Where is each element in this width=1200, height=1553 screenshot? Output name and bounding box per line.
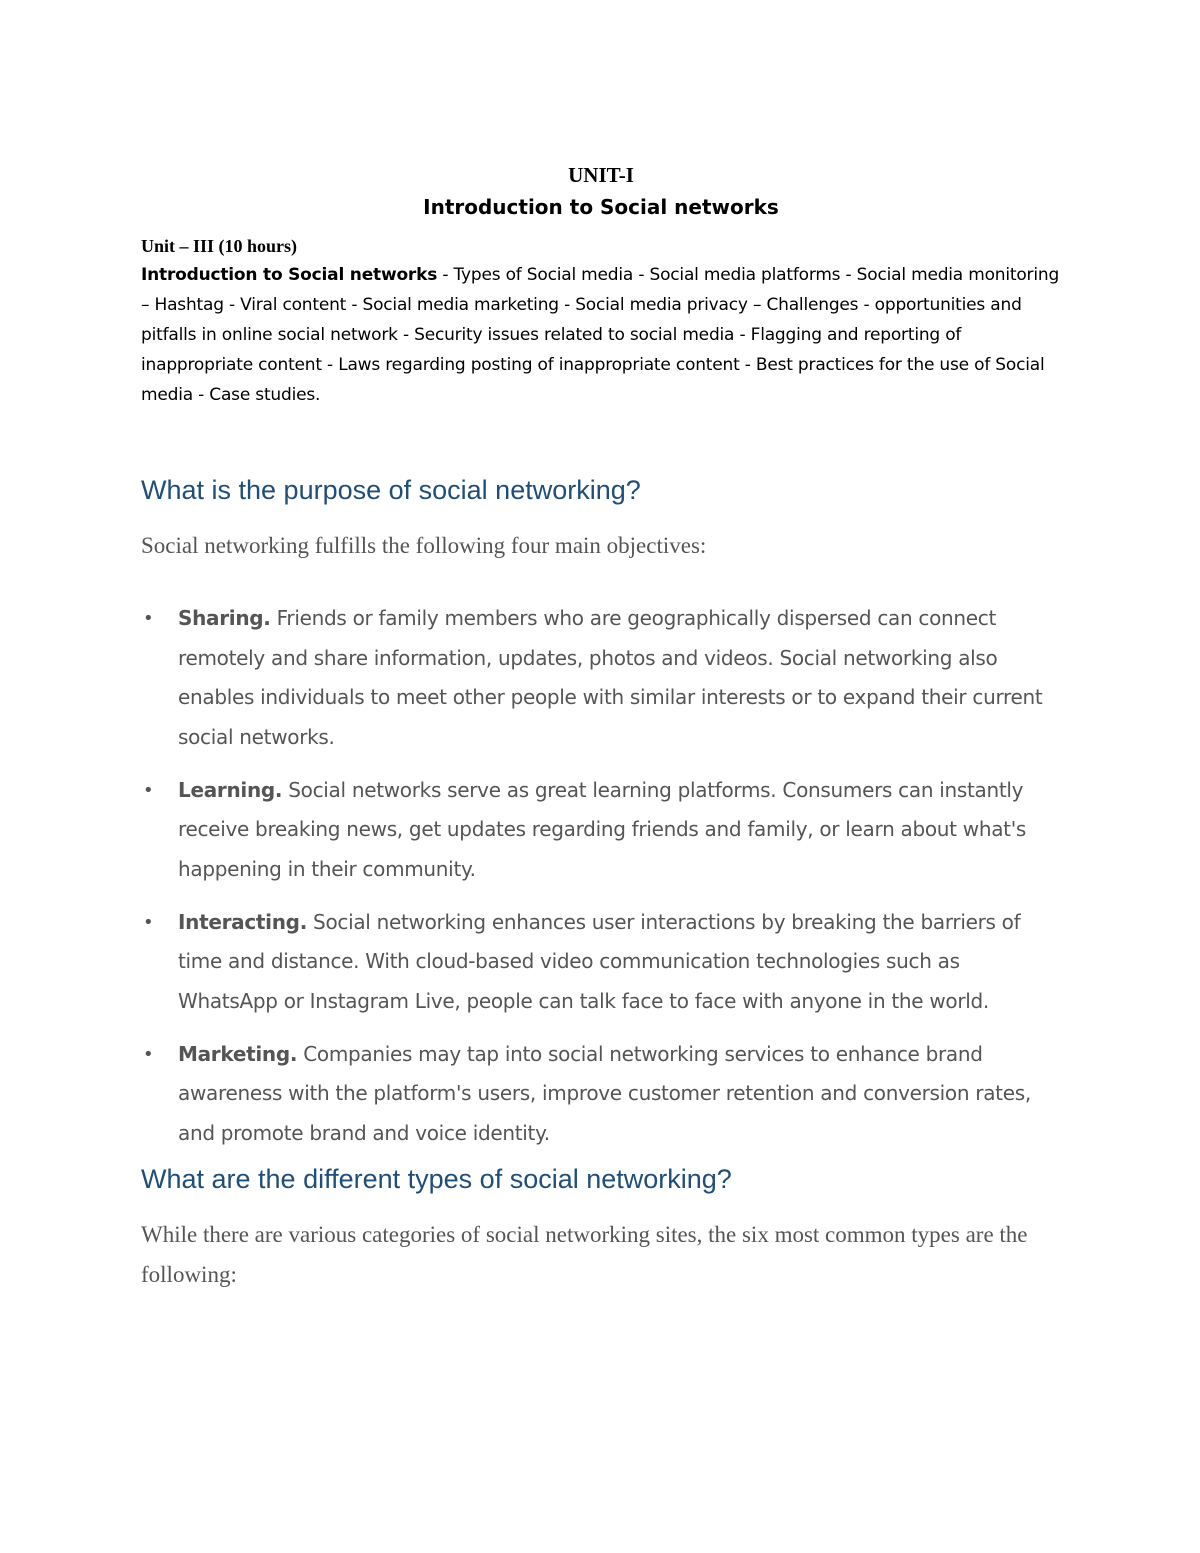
list-item — [141, 1035, 1061, 1154]
list-item — [141, 771, 1061, 890]
list-item-term: Interacting. — [178, 909, 307, 934]
section-heading-purpose: What is the purpose of social networking? — [141, 475, 641, 505]
list-item-text: Friends or family members who are geographically dispersed can connect remotely and share information, updates, photos and videos. Social networking also enables individuals to meet other people with similar interests or to expand their current social networks. — [178, 606, 1043, 749]
bullet-icon: • — [143, 608, 154, 629]
syllabus-topic-bold: Introduction to Social networks — [141, 265, 438, 285]
document-content — [141, 160, 1061, 1295]
list-item-term: Learning. — [178, 777, 283, 802]
list-item-term: Marketing. — [178, 1041, 298, 1066]
section-lead-types: While there are various categories of social networking sites, the six most common types are the following: — [141, 1221, 1028, 1287]
bullet-icon: • — [143, 911, 154, 933]
list-item-text: Companies may tap into social networking services to enhance brand awareness with the platform's users, improve customer retention and conversion rates, and promote brand and voice identity. — [178, 1041, 1031, 1145]
bullet-icon: • — [143, 779, 154, 801]
unit-hours: Unit – III (10 hours) — [141, 236, 298, 256]
document-title: Introduction to Social networks — [423, 195, 779, 219]
syllabus-paragraph — [141, 260, 1061, 410]
unit-title: UNIT-I — [568, 163, 634, 187]
list-item — [141, 903, 1061, 1022]
list-item-text: Social networking enhances user interactions by breaking the barriers of time and distance. With cloud-based video communication technologies such as WhatsApp or Instagram Live, people can talk face to face with anyone in the world. — [178, 909, 1021, 1013]
bullet-icon: • — [143, 1043, 154, 1065]
list-item-text: Social networks serve as great learning platforms. Consumers can instantly receive breaking news, get updates regarding friends and family, or learn about what's happening in their community. — [178, 777, 1027, 881]
list-item-term: Sharing. — [178, 606, 271, 630]
syllabus-topics: - Types of Social media - Social media platforms - Social media monitoring – Hashtag - Viral content - Social media marketing - Social media privacy – Challenges - opportunities and pitfalls in online social network - Security issues related to social media - Flagging and reporting of inappropriate content - Laws regarding posting of inappropriate content - Best practices for the use of Social media - Case studies. — [141, 265, 1060, 405]
section-heading-types: What are the different types of social networking? — [141, 1163, 732, 1194]
objectives-list — [141, 599, 1061, 1153]
list-item — [141, 599, 1061, 757]
section-lead-purpose: Social networking fulfills the following four main objectives: — [141, 533, 707, 558]
